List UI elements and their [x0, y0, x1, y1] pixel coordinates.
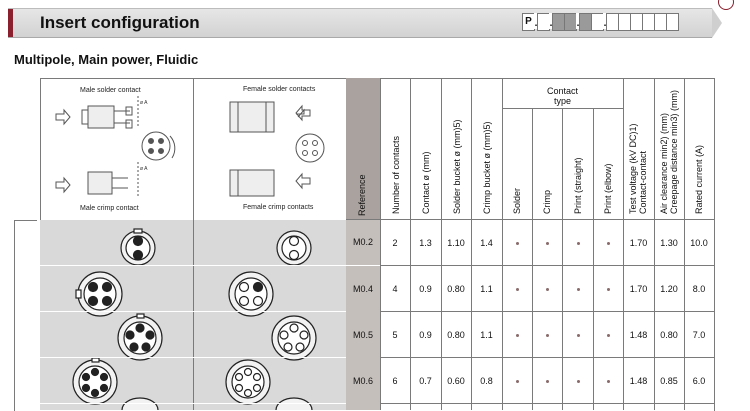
cell-rated-current: 8.0	[692, 284, 706, 294]
cell-contact-diameter: 0.7	[419, 376, 432, 386]
cell-test-voltage: 1.70	[629, 284, 648, 294]
col-line	[532, 108, 533, 410]
female-insert-5-pole-icon	[272, 316, 316, 360]
cell-crimp-bucket: 1.1	[480, 284, 493, 294]
cell-solder-bucket: 1.10	[447, 238, 465, 248]
male-crimp-caption: Male crimp contact	[80, 205, 139, 212]
order-code-boxes	[522, 13, 678, 31]
col-line	[593, 108, 594, 410]
cell-test-voltage: 1.48	[629, 330, 648, 340]
crimp-dot	[546, 334, 549, 337]
row-line	[40, 403, 346, 404]
reference-header: Reference	[357, 174, 367, 216]
print-straight-dot	[577, 380, 580, 383]
header-crimp-bucket: Crimp bucket ø (mm)5)	[482, 121, 492, 214]
header-crimp: Crimp	[542, 190, 552, 214]
male-solder-caption: Male solder contact	[80, 87, 141, 94]
crimp-dot	[546, 380, 549, 383]
cell-crimp-bucket: 0.8	[480, 376, 493, 386]
page-title: Insert configuration	[40, 13, 200, 32]
contact-type-line-2: type	[553, 96, 571, 106]
print-straight-dot	[577, 242, 580, 245]
cell-air-clearance: 1.30	[660, 238, 678, 248]
row-line	[40, 357, 346, 358]
male-insert-6-pole-icon	[73, 358, 117, 404]
cell-contacts: 4	[392, 284, 398, 294]
solder-dot	[516, 334, 519, 337]
header-test-voltage: Test voltage (kV DC)1)	[628, 123, 638, 214]
header-solder-bucket: Solder bucket ø (mm)5)	[452, 119, 462, 214]
row-line	[40, 265, 346, 266]
row-line	[346, 219, 714, 220]
col-line	[502, 78, 503, 410]
header-test-voltage-sub: Contact-contact	[638, 150, 648, 214]
row-reference: M0.6	[352, 376, 373, 386]
cell-contact-diameter: 1.3	[419, 238, 432, 248]
solder-dot	[516, 288, 519, 291]
svg-text:ø A: ø A	[140, 166, 148, 172]
row-line	[380, 265, 714, 266]
header-arrow	[712, 8, 722, 38]
male-insert-4-pole-icon	[76, 272, 122, 316]
female-crimp-caption: Female crimp contacts	[243, 204, 314, 211]
cell-solder-bucket: 0.80	[447, 330, 465, 340]
row-line	[380, 403, 714, 404]
row-line	[380, 357, 714, 358]
header-accent	[8, 9, 13, 37]
header-solder: Solder	[512, 187, 522, 214]
male-insert-faces	[40, 220, 193, 410]
header-creepage-distance: Creepage distance min3) (mm)	[669, 89, 679, 214]
cell-contact-diameter: 0.9	[419, 284, 432, 294]
row-reference: M0.5	[352, 330, 373, 340]
print-straight-dot	[577, 334, 580, 337]
left-bracket	[14, 220, 37, 411]
male-contact-drawing	[48, 96, 192, 204]
print-elbow-dot	[607, 242, 610, 245]
cell-rated-current: 10.0	[690, 238, 708, 248]
header-rated-current: Rated current (A)	[694, 144, 704, 214]
code-box-p: P	[522, 13, 535, 31]
female-insert-2-pole-icon	[277, 231, 311, 265]
cell-test-voltage: 1.70	[629, 238, 648, 248]
code-separator: .	[603, 13, 607, 29]
female-contact-drawing	[200, 96, 344, 204]
contact-type-line-1: Contact	[546, 86, 579, 96]
cell-contacts: 6	[392, 376, 398, 386]
print-elbow-dot	[607, 334, 610, 337]
female-solder-caption: Female solder contacts	[243, 86, 316, 93]
code-separator: .	[534, 13, 538, 29]
header-print-elbow: Print (elbow)	[603, 163, 613, 214]
male-insert-2-pole-icon	[121, 229, 155, 265]
row-line	[502, 108, 623, 109]
cell-air-clearance: 0.85	[660, 376, 678, 386]
female-insert-6-pole-icon	[226, 360, 270, 404]
header-contact-diameter: Contact ø (mm)	[421, 151, 431, 214]
header-contacts: Number of contacts	[391, 135, 401, 214]
cell-air-clearance: 1.20	[660, 284, 678, 294]
cell-crimp-bucket: 1.1	[480, 330, 493, 340]
print-straight-dot	[577, 288, 580, 291]
cell-rated-current: 7.0	[692, 330, 706, 340]
row-line	[380, 311, 714, 312]
female-insert-4-pole-icon	[229, 272, 273, 316]
code-box	[666, 13, 679, 31]
cell-contacts: 2	[392, 238, 398, 248]
header-air-clearance: Air clearance min2) (mm)	[659, 112, 669, 214]
cell-test-voltage: 1.48	[629, 376, 648, 386]
print-elbow-dot	[607, 380, 610, 383]
cell-solder-bucket: 0.60	[447, 376, 465, 386]
row-reference: M0.4	[352, 284, 373, 294]
col-line	[562, 108, 563, 410]
header-contact-type	[502, 86, 623, 106]
female-insert-faces	[194, 220, 346, 410]
cell-rated-current: 6.0	[692, 376, 706, 386]
print-elbow-dot	[607, 288, 610, 291]
cell-air-clearance: 0.80	[660, 330, 678, 340]
solder-dot	[516, 380, 519, 383]
cell-solder-bucket: 0.80	[447, 284, 465, 294]
crimp-dot	[546, 242, 549, 245]
male-insert-5-pole-icon	[118, 314, 162, 360]
cell-crimp-bucket: 1.4	[480, 238, 493, 248]
crimp-dot	[546, 288, 549, 291]
cell-contact-diameter: 0.9	[419, 330, 432, 340]
row-reference: M0.2	[352, 237, 373, 247]
section-subtitle: Multipole, Main power, Fluidic	[14, 52, 199, 67]
row-line	[40, 311, 346, 312]
svg-text:ø A: ø A	[140, 100, 148, 106]
header-print-straight: Print (straight)	[573, 157, 583, 214]
code-separator: .	[576, 13, 580, 29]
solder-dot	[516, 242, 519, 245]
brand-logo-icon	[718, 0, 734, 10]
cell-contacts: 5	[392, 330, 398, 340]
code-separator: .	[549, 13, 553, 29]
